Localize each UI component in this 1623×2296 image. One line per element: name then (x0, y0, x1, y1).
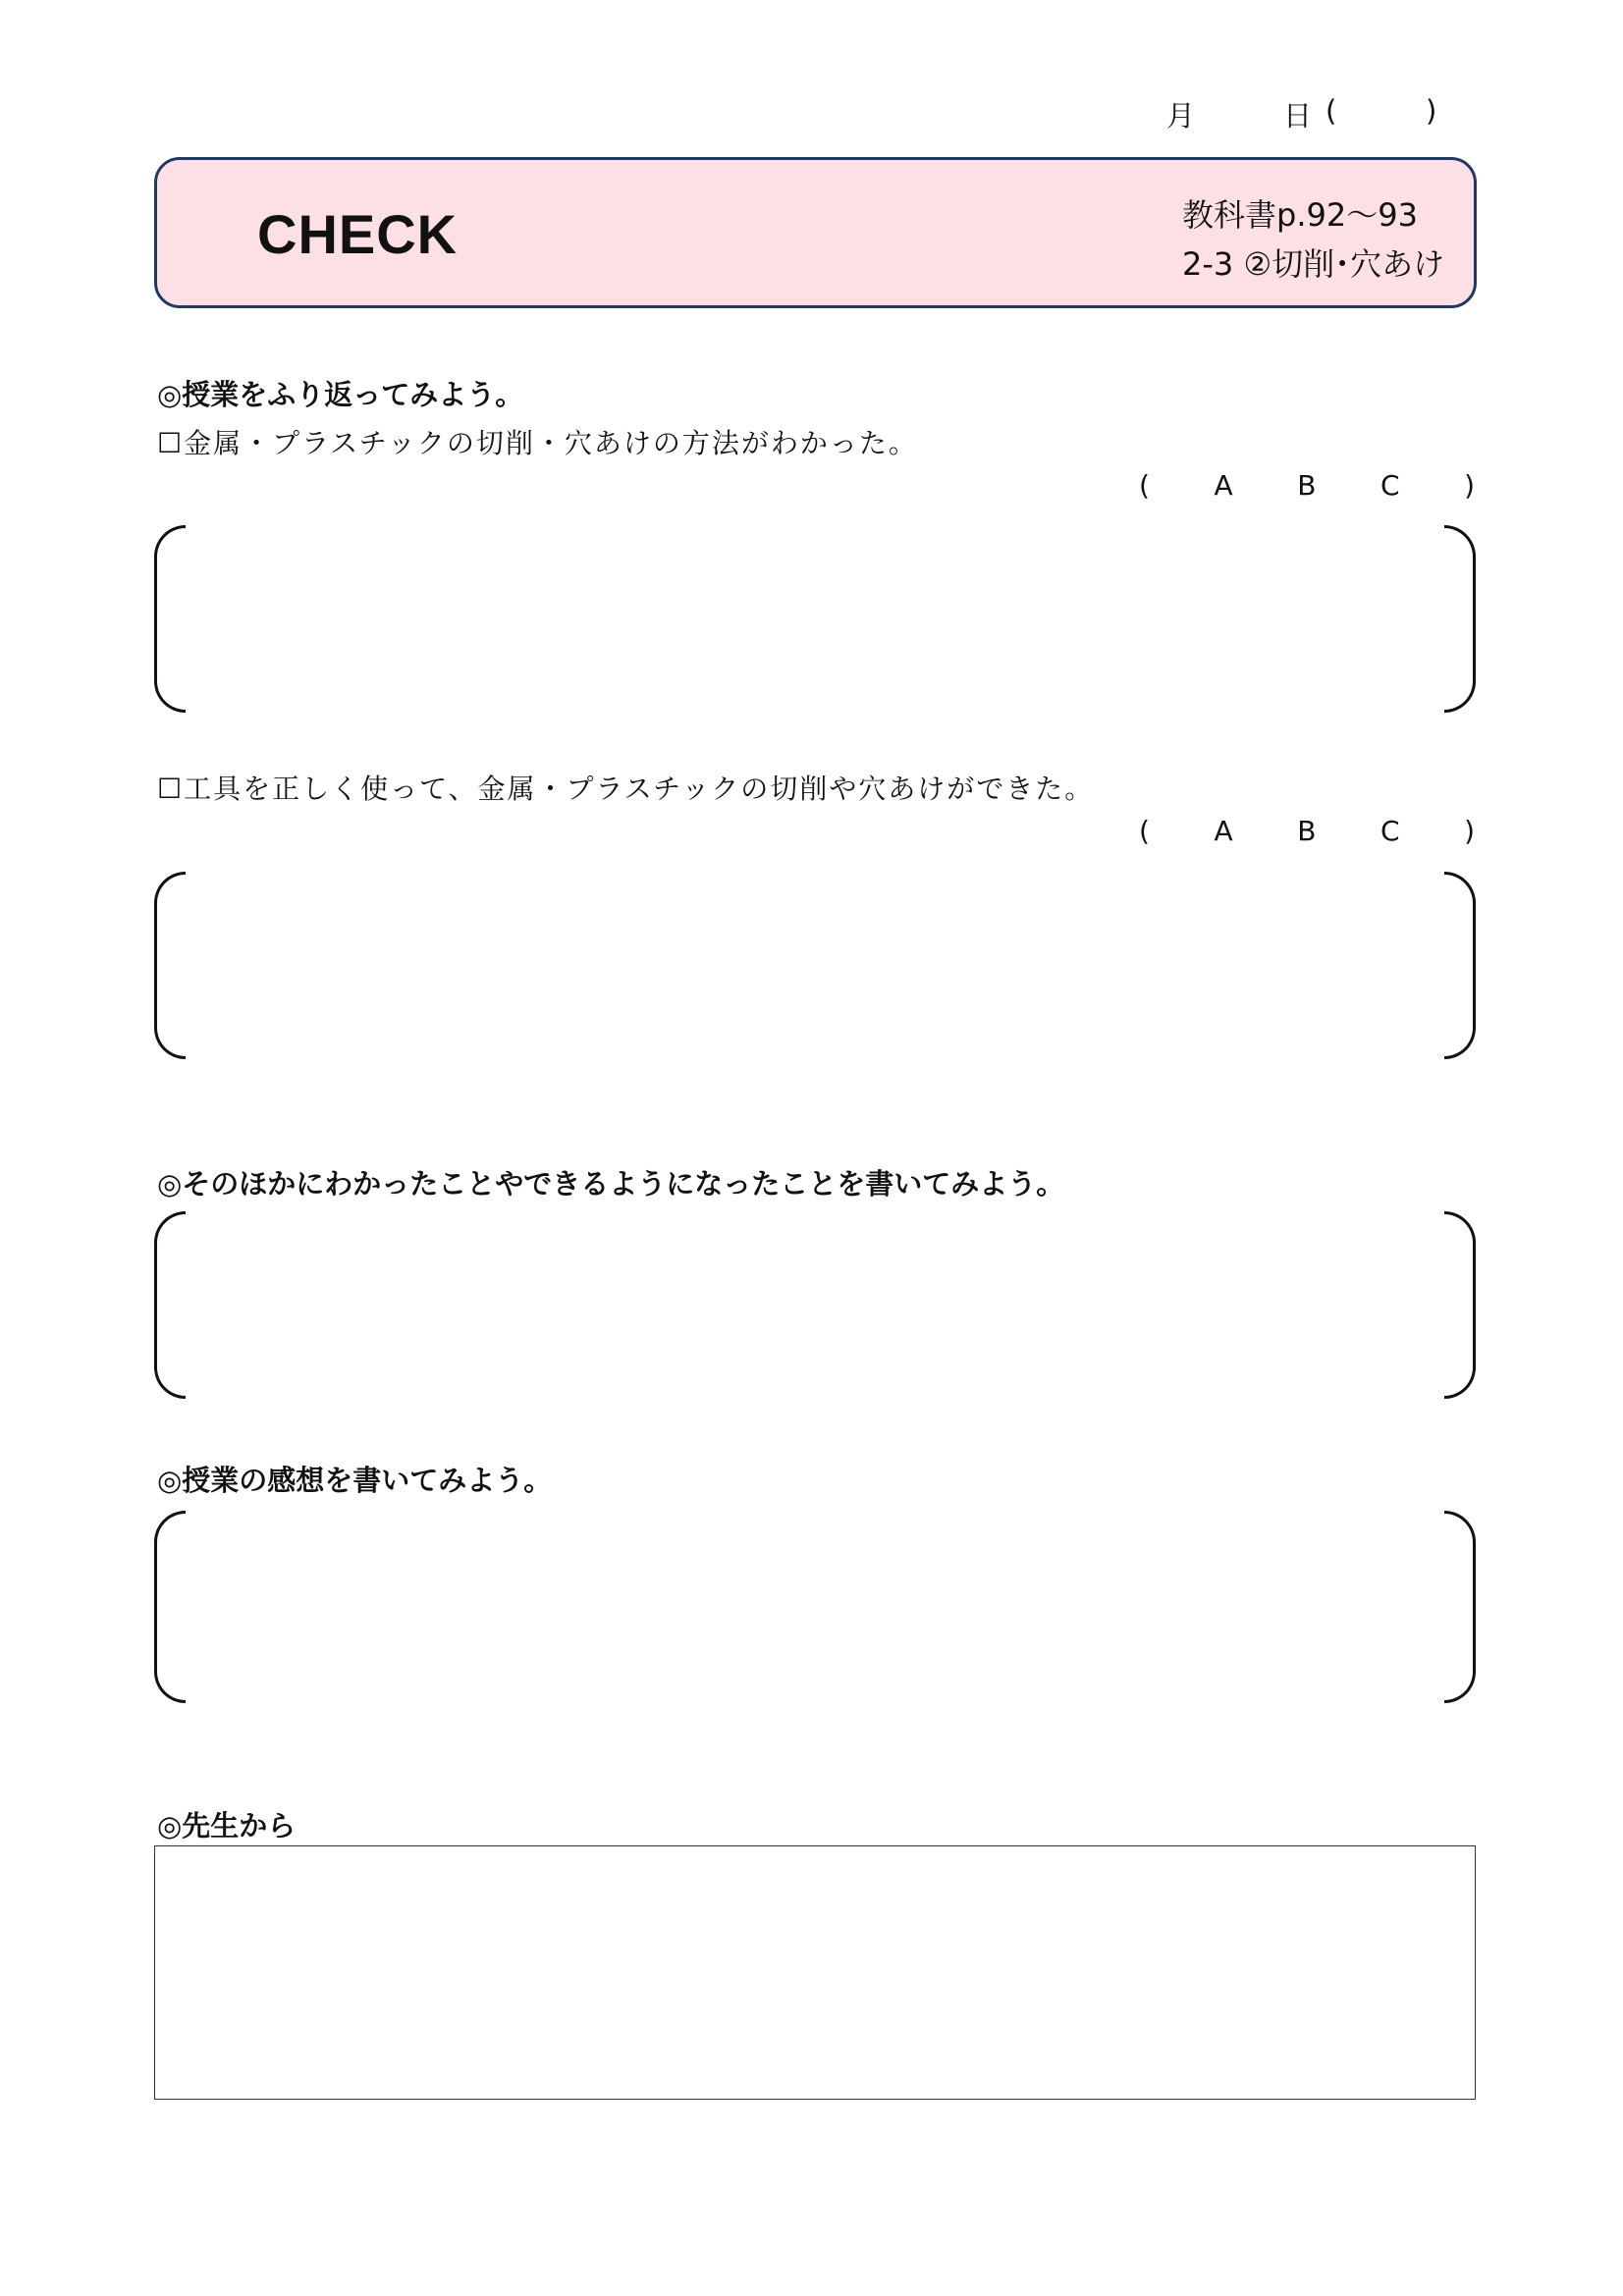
left-bracket (154, 872, 186, 1059)
teacher-comment-box[interactable] (154, 1845, 1476, 2100)
left-bracket (154, 525, 186, 713)
right-bracket (1444, 1511, 1476, 1703)
rating-open-paren: ( (1139, 469, 1150, 502)
checklist-item-1[interactable]: ☐金属・プラスチックの切削・穴あけの方法がわかった。 (157, 427, 918, 459)
month-label: 月 (1166, 99, 1196, 133)
left-bracket (154, 1211, 186, 1399)
right-bracket (1444, 872, 1476, 1059)
textbook-reference: 教科書p.92～93 (1182, 196, 1418, 234)
rating-open-paren: ( (1139, 815, 1150, 847)
review-heading: ◎授業をふり返ってみよう。 (157, 378, 524, 411)
left-bracket (154, 1511, 186, 1703)
rating-option-b[interactable]: B (1297, 469, 1317, 502)
answer-box-3[interactable] (154, 1211, 1476, 1399)
impression-heading: ◎授業の感想を書いてみよう。 (157, 1464, 553, 1497)
answer-box-4[interactable] (154, 1511, 1476, 1703)
rating-option-a[interactable]: A (1214, 815, 1233, 847)
weekday-open-paren: ( (1325, 94, 1337, 128)
rating-option-c[interactable]: C (1380, 469, 1400, 502)
rating-option-c[interactable]: C (1380, 815, 1400, 847)
rating-option-b[interactable]: B (1297, 815, 1317, 847)
unit-label: 2-3 ②切削･穴あけ (1182, 245, 1445, 283)
rating-close-paren: ) (1464, 469, 1475, 502)
right-bracket (1444, 1211, 1476, 1399)
rating-close-paren: ) (1464, 815, 1475, 847)
rating-row-2 (1139, 815, 1475, 847)
page-title: CHECK (257, 203, 459, 265)
day-label: 日 (1283, 99, 1313, 133)
rating-row-1 (1139, 469, 1475, 502)
teacher-heading: ◎先生から (157, 1809, 297, 1842)
weekday-close-paren: ) (1426, 94, 1437, 128)
answer-box-2[interactable] (154, 872, 1476, 1059)
right-bracket (1444, 525, 1476, 713)
checklist-item-2[interactable]: ☐工具を正しく使って、金属・プラスチックの切削や穴あけができた。 (157, 773, 1095, 805)
other-learnings-heading: ◎そのほかにわかったことやできるようになったことを書いてみよう。 (157, 1167, 1065, 1201)
answer-box-1[interactable] (154, 525, 1476, 713)
rating-option-a[interactable]: A (1214, 469, 1233, 502)
